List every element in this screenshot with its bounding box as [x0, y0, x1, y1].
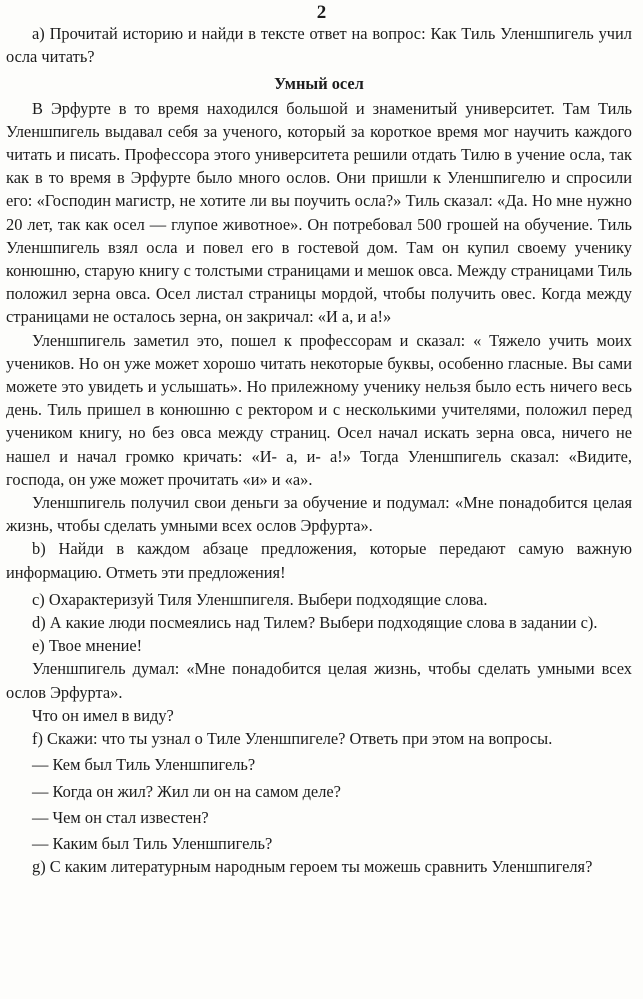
task-g: g) С каким литературным народным героем ты можешь сравнить Уленшпигеля? [32, 857, 593, 877]
task-c: c) Охарактеризуй Тиля Уленшпигеля. Выбери подходящие слова. [32, 589, 488, 609]
question-item: — Когда он жил? Жил ли он на самом деле? [32, 781, 341, 801]
quote: Уленшпигель думал: «Мне понадобится целая жизнь, чтобы сделать умными всех ослов Эрфурта». [6, 659, 632, 702]
task-a: a) Прочитай историю и найди в тексте ответ на вопрос: Как Тиль Уленшпигель учил осла читать? [6, 24, 632, 67]
task-e: e) Твое мнение! [32, 636, 143, 656]
question-item: — Кем был Тиль Уленшпигель? [32, 755, 256, 775]
story-title: Умный осел [274, 74, 364, 94]
question-item: — Чем он стал известен? [32, 807, 209, 827]
question-item: — Каким был Тиль Уленшпигель? [32, 833, 273, 853]
story-paragraph: Уленшпигель заметил это, пошел к профессорам и сказал: « Тяжело учить моих учеников. Но он уже может хорошо читать некоторые буквы, особенно гласные. Вы сами можете это увидеть и услышать». Но прилежному ученику нельзя было есть ничего весь день. Тиль пришел в конюшню с ректором и с несколькими учителями, положил перед учеником книгу, но без овса между страниц. Осел начал искать зерна овса, ничего не нашел и начал громко кричать: «И- а, и- а!» Тогда Уленшпигель сказал: «Видите, господа, он уже может прочитать «и» и «а». [6, 330, 632, 489]
page-number: 2 [316, 2, 327, 23]
task-d: d) А какие люди посмеялись над Тилем? Выбери подходящие слова в задании с). [32, 613, 598, 633]
story-paragraph: В Эрфурте в то время находился большой и знаменитый университет. Там Тиль Уленшпигель выдавал себя за ученого, который за короткое время мог научить каждого читать и писать. Профессора этого университета решили отдать Тилю в учение осла, так как в то время в Эрфурте было много ослов. Они пришли к Уленшпигелю и спросили его: «Господин магистр, не хотите ли вы поучить осла?» Тиль сказал: «Да. Но мне нужно 20 лет, так как осел — глупое животное». Он потребовал 500 грошей на обучение. Тиль Уленшпигель взял осла и повел его в гостевой дом. Там он купил своему ученику конюшню, старую книгу с толстыми страницами и мешок овса. Между страницами Тиль положил зерна овса. Осел листал страницы мордой, чтобы получить овес. Когда между страницами не осталось зерна, он закричал: «И а, и а!» [6, 98, 632, 327]
quote-question: Что он имел в виду? [32, 705, 174, 725]
task-b: b) Найди в каждом абзаце предложения, которые передают самую важную информацию. Отметь эти предложения! [6, 539, 632, 582]
story-paragraph: Уленшпигель получил свои деньги за обучение и подумал: «Мне понадобится целая жизнь, чтобы сделать умными всех ослов Эрфурта». [6, 493, 632, 536]
task-f: f) Скажи: что ты узнал о Тиле Уленшпигеле? Ответь при этом на вопросы. [32, 729, 553, 749]
page-content [6, 22, 632, 878]
